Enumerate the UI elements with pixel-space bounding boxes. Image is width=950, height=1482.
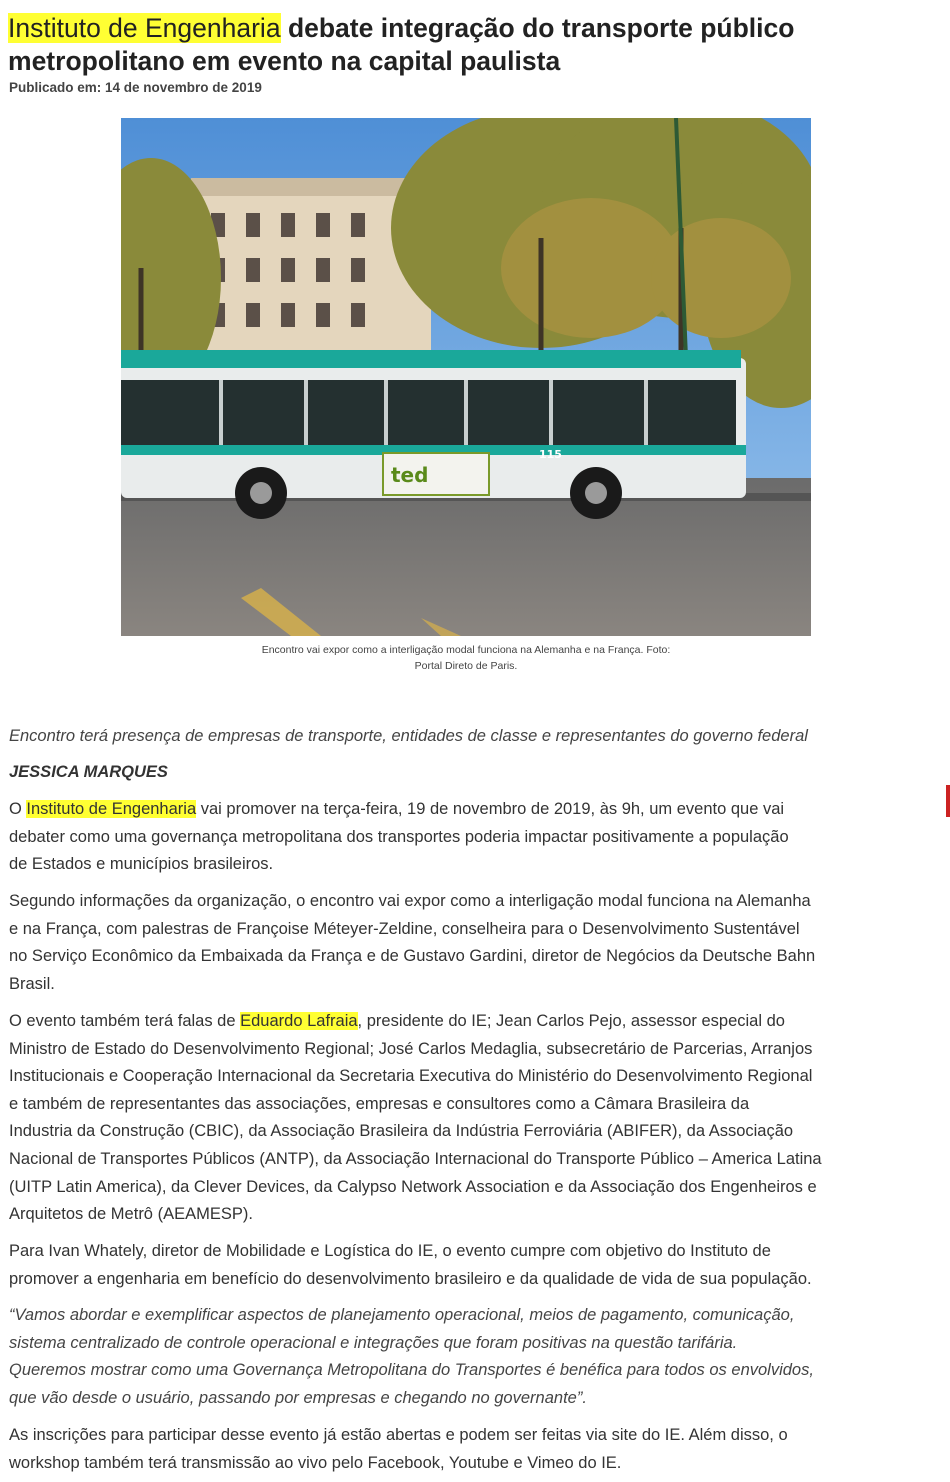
paragraph-line: Segundo informações da organização, o encontro vai expor como a interligação modal funciona na Alemanha <box>9 892 811 910</box>
text: O <box>9 800 27 818</box>
caption-line: Encontro vai expor como a interligação modal funciona na Alemanha e na França. Foto: <box>261 644 671 656</box>
paragraph-2 <box>9 888 934 998</box>
quote-paragraph <box>9 1302 934 1412</box>
title-highlight: Instituto de Engenharia <box>8 13 281 43</box>
paragraph-line: Para Ivan Whately, diretor de Mobilidade e Logística do IE, o evento cumpre com objetivo do Instituto de <box>9 1242 771 1260</box>
paragraph-line <box>9 1008 934 1036</box>
highlight-lafraia: Eduardo Lafraia <box>240 1012 358 1030</box>
article-title <box>8 12 938 78</box>
paragraph-line: Arquitetos de Metrô (AEAMESP). <box>9 1205 253 1224</box>
paragraph-line: de Estados e municípios brasileiros. <box>9 855 274 874</box>
paragraph-5 <box>9 1422 934 1477</box>
paragraph-line: Nacional de Transportes Públicos (ANTP), da Associação Internacional do Transporte Público – America Latina <box>9 1149 822 1168</box>
published-date: Publicado em: 14 de novembro de 2019 <box>9 80 262 95</box>
title-rest: debate integração do transporte público metropolitano em evento na capital paulista <box>8 13 795 76</box>
quote-line: que vão desde o usuário, passando por empresas e chegando no governante”. <box>9 1388 587 1407</box>
paragraph-4 <box>9 1238 934 1293</box>
paragraph-3 <box>9 1008 934 1229</box>
paragraph-line: As inscrições para participar desse evento já estão abertas e podem ser feitas via site do IE. Além disso, o <box>9 1426 788 1444</box>
paragraph-line: Industria da Construção (CBIC), da Associação Brasileira da Indústria Ferroviária (ABIFER), da Associação <box>9 1122 794 1141</box>
text: , presidente do IE; Jean Carlos Pejo, assessor especial do <box>357 1012 785 1030</box>
quote-line: Queremos mostrar como uma Governança Metropolitana do Transportes é benéfica para todos os envolvidos, <box>9 1361 814 1380</box>
text: O evento também terá falas de <box>9 1012 241 1030</box>
bus-photo <box>121 118 811 636</box>
paragraph-line <box>9 796 934 824</box>
quote-line: “Vamos abordar e exemplificar aspectos de planejamento operacional, meios de pagamento, comunicação, <box>9 1306 795 1324</box>
paragraph-line: promover a engenharia em benefício do desenvolvimento brasileiro e da qualidade de vida de sua população. <box>9 1269 812 1288</box>
paragraph-line: Institucionais e Cooperação Internacional da Secretaria Executiva do Ministério do Desenvolvimento Regional <box>9 1067 813 1086</box>
paragraph-line: e na França, com palestras de Françoise Méteyer-Zeldine, conselheira para o Desenvolvimento Sustentável <box>9 919 800 938</box>
author-name: JESSICA MARQUES <box>9 763 168 781</box>
paragraph-line: workshop também terá transmissão ao vivo pelo Facebook, Youtube e Vimeo do IE. <box>9 1453 622 1472</box>
paragraph-1 <box>9 796 934 879</box>
bus-ad-text: ted <box>391 463 429 487</box>
paragraph-line: (UITP Latin America), da Clever Devices, da Calypso Network Association e da Associação dos Engenheiros e <box>9 1177 817 1196</box>
bus-number: 115 <box>539 448 562 461</box>
photo-caption <box>121 642 811 674</box>
paragraph-line: no Serviço Econômico da Embaixada da França e de Gustavo Gardini, diretor de Negócios da Deutsche Bahn <box>9 947 816 966</box>
paragraph-line: debater como uma governança metropolitana dos transportes poderia impactar positivamente a população <box>9 827 789 846</box>
text: vai promover na terça-feira, 19 de novembro de 2019, às 9h, um evento que vai <box>196 800 785 818</box>
caption-line: Portal Direto de Paris. <box>414 660 518 672</box>
quote-line: sistema centralizado de controle operacional e integrações que foram positivas na questão tarifária. <box>9 1333 738 1352</box>
highlight-institute: Instituto de Engenharia <box>26 800 197 818</box>
paragraph-line: e também de representantes das associações, empresas e consultores como a Câmara Brasileira da <box>9 1094 750 1113</box>
paragraph-line: Ministro de Estado do Desenvolvimento Regional; José Carlos Medaglia, subsecretário de Parcerias, Arranjos <box>9 1039 813 1058</box>
article-lead: Encontro terá presença de empresas de transporte, entidades de classe e representantes do governo federal <box>9 727 808 745</box>
paragraph-line: Brasil. <box>9 974 55 993</box>
edge-marker <box>946 785 950 817</box>
